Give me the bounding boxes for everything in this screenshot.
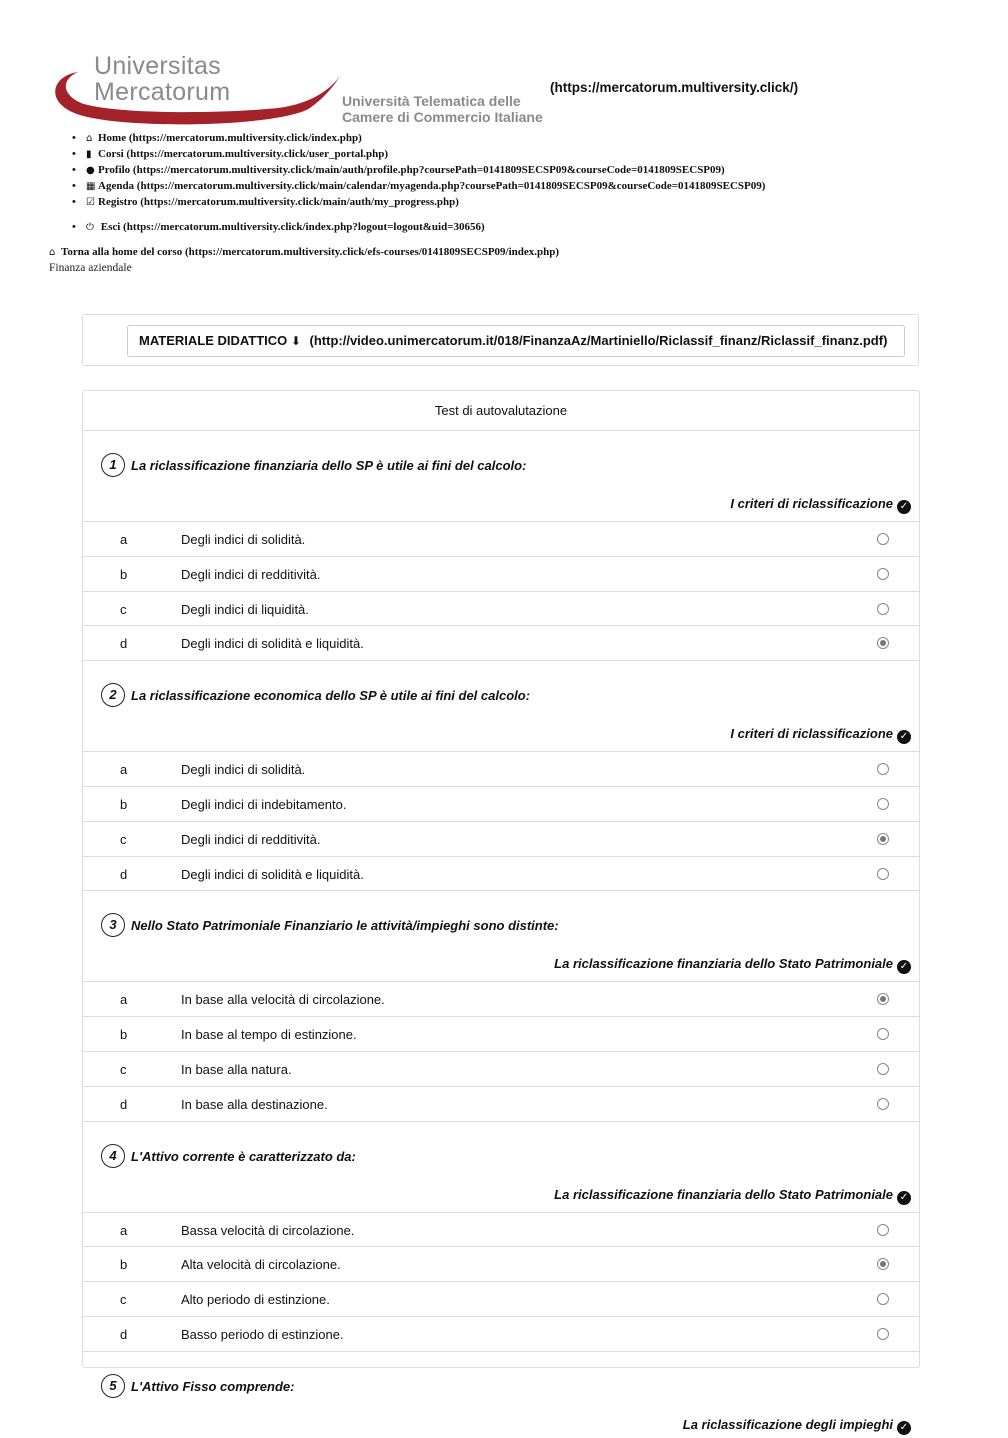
option-radio[interactable] xyxy=(877,1293,889,1305)
answer-option[interactable] xyxy=(83,1246,919,1281)
site-url-link[interactable]: (https://mercatorum.multiversity.click/) xyxy=(550,80,799,95)
option-text: Alta velocità di circolazione. xyxy=(181,1257,341,1273)
topic-label: La riclassificazione finanziaria dello Stato Patrimoniale xyxy=(554,1186,893,1202)
topic-label: I criteri di riclassificazione xyxy=(730,496,893,511)
option-letter: b xyxy=(120,1027,128,1043)
answer-option[interactable] xyxy=(83,751,919,786)
logo-title-line2: Mercatorum xyxy=(94,78,231,106)
question-number: 3 xyxy=(101,913,125,937)
option-letter: b xyxy=(120,796,128,812)
option-letter: b xyxy=(120,566,128,582)
nav-item-registro[interactable] xyxy=(72,194,765,210)
answer-option[interactable] xyxy=(83,856,919,891)
nav-item-profilo[interactable] xyxy=(72,162,765,178)
nav-item-home[interactable] xyxy=(72,130,765,146)
option-text: In base alla destinazione. xyxy=(181,1096,328,1112)
option-text: Degli indici di solidità e liquidità. xyxy=(181,636,364,652)
question-block xyxy=(83,1351,919,1438)
option-radio[interactable] xyxy=(877,763,889,775)
nav-label: Corsi (https://mercatorum.multiversity.click/user_portal.php) xyxy=(98,148,389,160)
check-circle-icon: ✓ xyxy=(897,730,911,744)
home-icon: ⌂ xyxy=(86,133,93,144)
option-radio[interactable] xyxy=(877,637,889,649)
question-block xyxy=(83,1121,919,1351)
check-circle-icon: ✓ xyxy=(897,500,911,514)
nav-item-corsi[interactable] xyxy=(72,146,765,162)
question-text: La riclassificazione economica dello SP è utile ai fini del calcolo: xyxy=(131,688,531,704)
option-radio[interactable] xyxy=(877,568,889,580)
option-letter: c xyxy=(120,601,127,617)
answer-option[interactable] xyxy=(83,1051,919,1086)
answer-option[interactable] xyxy=(83,1016,919,1051)
option-text: Degli indici di indebitamento. xyxy=(181,796,347,812)
check-circle-icon: ✓ xyxy=(897,960,911,974)
question-number: 4 xyxy=(101,1144,125,1168)
answer-option[interactable] xyxy=(83,1316,919,1351)
logo-subtitle-line2: Camere di Commercio Italiane xyxy=(342,109,543,125)
material-download-button[interactable] xyxy=(127,325,905,357)
question-text: Nello Stato Patrimoniale Finanziario le attività/impieghi sono distinte: xyxy=(131,918,559,934)
check-circle-icon: ✓ xyxy=(897,1191,911,1205)
option-letter: c xyxy=(120,1292,127,1308)
option-text: Degli indici di solidità e liquidità. xyxy=(181,866,364,882)
question-header xyxy=(83,890,919,981)
option-letter: a xyxy=(120,762,128,778)
option-text: Degli indici di liquidità. xyxy=(181,601,309,617)
nav-label: Home (https://mercatorum.multiversity.click/index.php) xyxy=(98,132,362,144)
calendar-icon: ▦ xyxy=(86,181,96,192)
question-number: 2 xyxy=(101,683,125,707)
option-radio[interactable] xyxy=(877,833,889,845)
answer-option[interactable] xyxy=(83,521,919,556)
question-topic xyxy=(554,956,911,974)
option-radio[interactable] xyxy=(877,603,889,615)
book-icon: ▮ xyxy=(86,149,92,160)
question-number: 5 xyxy=(101,1374,125,1398)
nav-label: Agenda (https://mercatorum.multiversity.click/main/calendar/myagenda.php?coursePath=0141809SECSP09&courseCode=0141809SECSP09) xyxy=(98,180,766,192)
question-topic xyxy=(730,496,911,514)
option-radio[interactable] xyxy=(877,868,889,880)
option-text: Bassa velocità di circolazione. xyxy=(181,1222,355,1238)
answer-option[interactable] xyxy=(83,1281,919,1316)
course-name: Finanza aziendale xyxy=(49,262,132,274)
answer-option[interactable] xyxy=(83,981,919,1016)
main-nav xyxy=(72,130,765,235)
option-text: In base alla natura. xyxy=(181,1061,292,1077)
user-icon: ● xyxy=(86,165,95,176)
option-letter: a xyxy=(120,992,128,1008)
option-letter: c xyxy=(120,831,127,847)
topic-label: La riclassificazione degli impieghi xyxy=(682,1416,893,1432)
answer-option[interactable] xyxy=(83,591,919,626)
checkbox-icon: ☑ xyxy=(86,197,95,208)
question-topic xyxy=(554,1187,911,1205)
question-header xyxy=(83,1351,919,1438)
topic-label: I criteri di riclassificazione xyxy=(730,726,893,742)
answer-option[interactable] xyxy=(83,1212,919,1247)
page-header xyxy=(48,50,1008,130)
option-text: Degli indici di solidità. xyxy=(181,532,306,547)
option-text: Degli indici di redditività. xyxy=(181,831,321,847)
question-topic xyxy=(683,1417,911,1435)
option-letter: a xyxy=(120,532,128,547)
logo-subtitle-line1: Università Telematica delle xyxy=(342,93,521,109)
answer-option[interactable] xyxy=(83,821,919,856)
question-header xyxy=(83,660,919,751)
option-radio[interactable] xyxy=(877,1328,889,1340)
option-text: Degli indici di solidità. xyxy=(181,762,306,778)
university-logo[interactable] xyxy=(48,50,548,130)
option-letter: d xyxy=(120,1326,128,1342)
question-text: L'Attivo corrente è caratterizzato da: xyxy=(131,1148,356,1164)
option-radio[interactable] xyxy=(877,533,889,545)
answer-option[interactable] xyxy=(83,1086,919,1121)
answer-option[interactable] xyxy=(83,786,919,821)
option-radio[interactable] xyxy=(877,798,889,810)
question-block xyxy=(83,431,919,660)
option-text: In base al tempo di estinzione. xyxy=(181,1027,357,1043)
logo-title-line1: Universitas xyxy=(94,52,221,80)
self-assessment-quiz xyxy=(82,390,920,1433)
question-header xyxy=(83,431,919,521)
quiz-title: Test di autovalutazione xyxy=(83,391,919,431)
option-radio[interactable] xyxy=(877,1098,889,1110)
option-text: Alto periodo di estinzione. xyxy=(181,1292,330,1308)
question-block xyxy=(83,660,919,890)
question-text: La riclassificazione finanziaria dello SP è utile ai fini del calcolo: xyxy=(131,458,527,473)
question-topic xyxy=(730,726,911,744)
question-header xyxy=(83,1121,919,1212)
option-letter: d xyxy=(120,1096,128,1112)
option-letter: a xyxy=(120,1222,128,1238)
download-icon: ⬇ xyxy=(290,334,301,348)
option-radio[interactable] xyxy=(877,1028,889,1040)
question-text: L'Attivo Fisso comprende: xyxy=(131,1378,295,1394)
answer-option[interactable] xyxy=(83,625,919,660)
power-icon: ⏻ xyxy=(86,222,94,233)
material-label: MATERIALE DIDATTICO xyxy=(139,333,288,348)
option-radio[interactable] xyxy=(877,1258,889,1270)
topic-label: La riclassificazione finanziaria dello Stato Patrimoniale xyxy=(554,956,893,972)
nav-label: Registro (https://mercatorum.multiversity.click/main/auth/my_progress.php) xyxy=(98,196,459,208)
option-radio[interactable] xyxy=(877,993,889,1005)
option-radio[interactable] xyxy=(877,1224,889,1236)
question-number: 1 xyxy=(101,453,125,477)
option-letter: b xyxy=(120,1257,128,1273)
question-block xyxy=(83,890,919,1120)
option-letter: c xyxy=(120,1061,127,1077)
check-circle-icon: ✓ xyxy=(897,1421,911,1435)
home-icon: ⌂ xyxy=(49,247,56,258)
nav-item-agenda[interactable] xyxy=(72,178,765,194)
nav-label: Esci (https://mercatorum.multiversity.click/index.php?logout=logout&uid=30656) xyxy=(100,221,485,233)
back-to-course-link[interactable] xyxy=(49,246,559,258)
nav-item-esci[interactable] xyxy=(72,219,765,235)
option-text: Degli indici di redditività. xyxy=(181,566,321,582)
option-text: Basso periodo di estinzione. xyxy=(181,1326,344,1342)
option-radio[interactable] xyxy=(877,1063,889,1075)
option-letter: d xyxy=(120,636,128,652)
material-url: (http://video.unimercatorum.it/018/FinanzaAz/Martiniello/Riclassif_finanz/Riclassif_finanz.pdf) xyxy=(309,333,888,348)
option-text: In base alla velocità di circolazione. xyxy=(181,992,385,1008)
option-letter: d xyxy=(120,866,128,882)
back-link-label: Torna alla home del corso (https://mercatorum.multiversity.click/efs-courses/0141809SECSP09/index.php) xyxy=(61,246,560,258)
answer-option[interactable] xyxy=(83,556,919,591)
nav-label: Profilo (https://mercatorum.multiversity.click/main/auth/profile.php?coursePath=0141809SECSP09&courseCode=0141809SECSP09) xyxy=(98,164,725,176)
material-panel xyxy=(82,314,919,366)
